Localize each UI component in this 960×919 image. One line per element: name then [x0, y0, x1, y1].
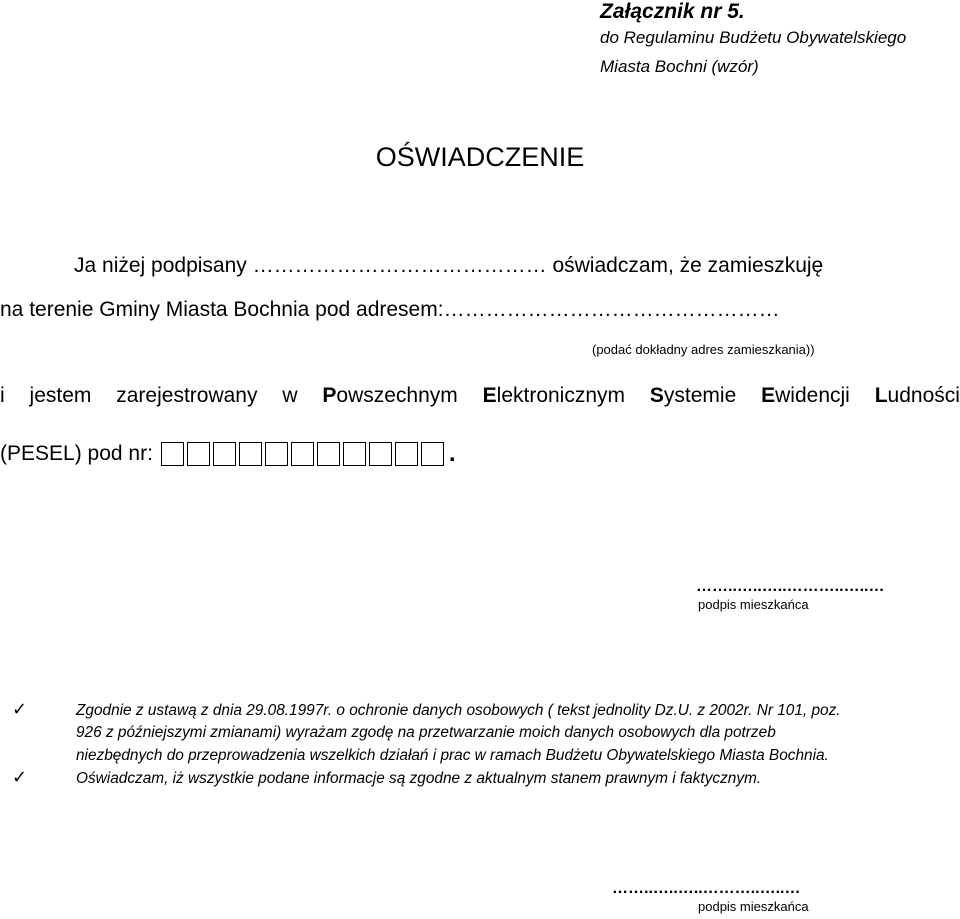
- signature-label-1: podpis mieszkańca: [698, 597, 809, 612]
- check-icon: ✓: [12, 767, 28, 787]
- pesel-digit-box[interactable]: [161, 442, 184, 466]
- word: Powszechnym: [322, 384, 458, 407]
- word: Elektronicznym: [482, 384, 626, 407]
- document-title: OŚWIADCZENIE: [375, 142, 585, 172]
- pesel-digit-box[interactable]: [187, 442, 210, 466]
- pesel-digit-box[interactable]: [213, 442, 236, 466]
- word: zarejestrowany: [116, 384, 258, 407]
- pesel-input-boxes[interactable]: [161, 442, 447, 466]
- word: Systemie: [649, 384, 737, 407]
- pesel-row: [0, 440, 456, 468]
- check-icon: ✓: [12, 699, 28, 719]
- consent-note-line-3: niezbędnych do przeprowadzenia wszelkich działań i prac w ramach Budżetu Obywatelskiego Miasta Bochnia.: [76, 747, 829, 764]
- word: Ewidencji: [761, 384, 850, 407]
- pesel-digit-box[interactable]: [343, 442, 366, 466]
- pesel-digit-box[interactable]: [239, 442, 262, 466]
- consent-note-line-1: Zgodnie z ustawą z dnia 29.08.1997r. o ochronie danych osobowych ( tekst jednolity Dz.U. z 2002r. Nr 101, poz.: [76, 702, 841, 719]
- signature-line-2: ……..…..…..………..…..…: [612, 880, 801, 897]
- statement-line-2: na terenie Gminy Miasta Bochnia pod adresem:…………………………………………: [0, 298, 780, 321]
- pesel-digit-box[interactable]: [317, 442, 340, 466]
- statement-line-1: Ja niżej podpisany …………………………………… oświadczam, że zamieszkuję: [74, 254, 824, 277]
- attachment-title: Załącznik nr 5.: [600, 0, 745, 23]
- statement-line-3: [0, 384, 960, 408]
- signature-label-2: podpis mieszkańca: [698, 899, 809, 914]
- attachment-subtitle-line1: do Regulaminu Budżetu Obywatelskiego: [600, 28, 907, 47]
- word: Ludności: [874, 384, 960, 407]
- pesel-label: (PESEL) pod nr:: [0, 442, 153, 465]
- address-hint: (podać dokładny adres zamieszkania)): [592, 342, 815, 357]
- truth-declaration-note: Oświadczam, iż wszystkie podane informacje są zgodne z aktualnym stanem prawnym i faktycznym.: [76, 770, 762, 787]
- word: jestem: [29, 384, 92, 407]
- pesel-digit-box[interactable]: [291, 442, 314, 466]
- word: i: [0, 384, 5, 407]
- pesel-digit-box[interactable]: [421, 442, 444, 466]
- pesel-digit-box[interactable]: [369, 442, 392, 466]
- pesel-digit-box[interactable]: [265, 442, 288, 466]
- attachment-subtitle-line2: Miasta Bochni (wzór): [600, 57, 759, 76]
- consent-note-line-2: 926 z późniejszymi zmianami) wyrażam zgodę na przetwarzanie moich danych osobowych dla potrzeb: [76, 724, 776, 741]
- word: w: [282, 384, 298, 407]
- pesel-digit-box[interactable]: [395, 442, 418, 466]
- pesel-end-period: .: [448, 440, 456, 467]
- signature-line-1: ……..…..…..………..…..…: [696, 578, 885, 595]
